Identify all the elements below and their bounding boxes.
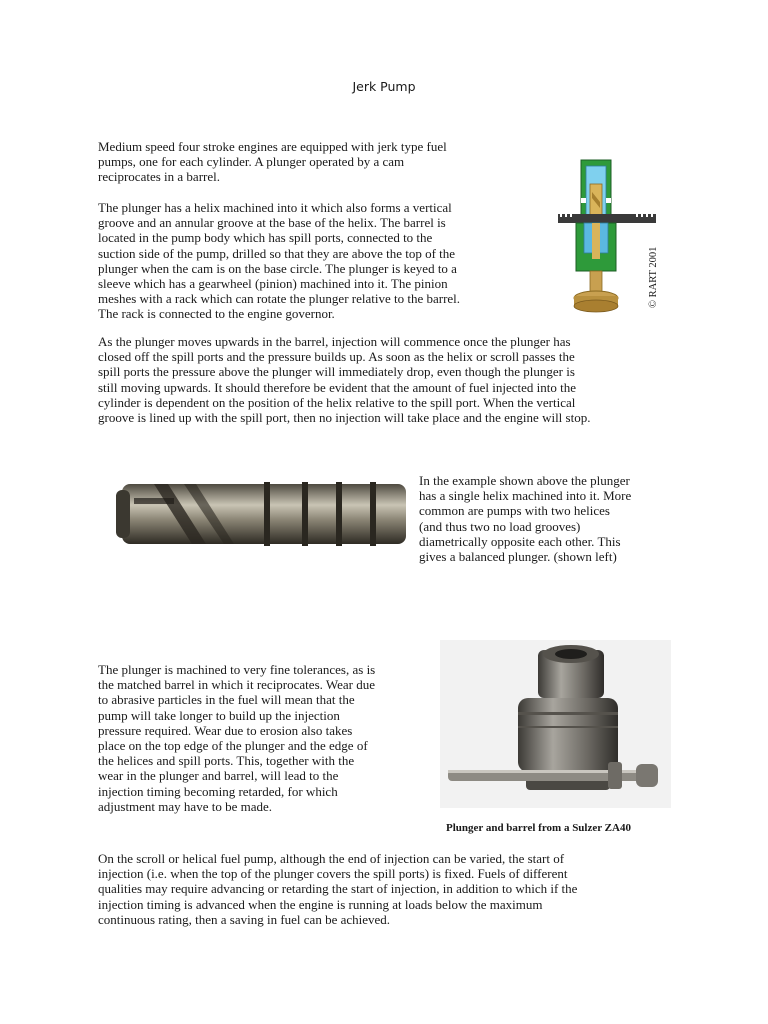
photo-caption: Plunger and barrel from a Sulzer ZA40 [446,822,631,834]
intro-paragraph: Medium speed four stroke engines are equipped with jerk type fuel pumps, one for each cylinder. A plunger operated by a cam reciprocates in a barrel. [98,139,447,185]
diagram-copyright: © RART 2001 [648,246,659,308]
balanced-plunger-image [114,470,406,555]
wear-paragraph: The plunger is machined to very fine tolerances, as is the matched barrel in which it reciprocates. Wear due to abrasive particles in the fuel will mean that the pump will take longer to build up the injection pressure required. Wear due to erosion also takes place on the top edge of the plunger and the edge of the helices and spill ports. This, together with the wear in the plunger and barrel, will lead to the injection timing becoming retarded, for which adjustment may have to be made. [98,662,376,814]
injection-paragraph: As the plunger moves upwards in the barrel, injection will commence once the plunger has closed off the spill ports and the pressure builds up. As soon as the helix or scroll passes the spill ports the pressure above the plunger will immediately drop, even though the plunger is still moving upwards. It should therefore be evident that the amount of fuel injected into the cylinder is dependent on the position of the helix relative to the spill port. When the vertical groove is lined up with the spill port, then no injection will take place and the engine will stop. [98,334,591,426]
balanced-plunger-paragraph: In the example shown above the plunger has a single helix machined into it. More common are pumps with two helices (and thus two no load grooves) diametrically opposite each other. This gives a balanced plunger. (shown left) [419,473,632,565]
injection-timing-paragraph: On the scroll or helical fuel pump, although the end of injection can be varied, the start of injection (i.e. when the top of the plunger covers the spill ports) is fixed. Fuels of different qualities may require advancing or retarding the start of injection, in addition to which if the injection timing is advanced when the engine is running at loads below the maximum continuous rating, then a saving in fuel can be achieved. [98,851,578,927]
page-title: Jerk Pump [352,79,416,94]
plunger-barrel-photo [440,640,671,808]
helix-paragraph: The plunger has a helix machined into it which also forms a vertical groove and an annular groove at the base of the helix. The barrel is located in the pump body which has spill ports, connected to the suction side of the pump, drilled so that they are above the top of the plunger when the cam is on the base circle. The plunger is keyed to a sleeve which has a gearwheel (pinion) machined into it. The pinion meshes with a rack which can rotate the plunger relative to the barrel. The rack is connected to the engine governor. [98,200,461,322]
